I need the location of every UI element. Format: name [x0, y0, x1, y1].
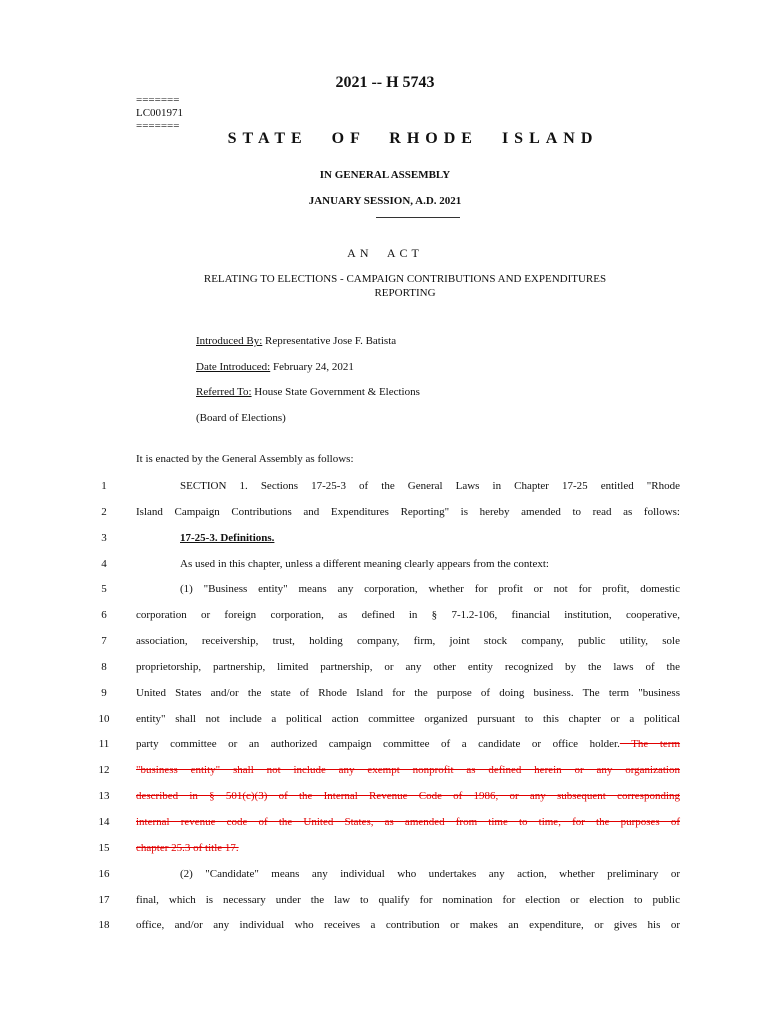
line-number: 12: [98, 764, 110, 777]
line-13: [0, 788, 770, 814]
board-of-elections: (Board of Elections): [196, 412, 286, 424]
line-14: [0, 814, 770, 840]
line-text: party committee or an authorized campaign committee of a candidate or office holder.: [136, 738, 620, 751]
line-text: entity" shall not include a political action committee organized pursuant to this chapter or a political: [136, 712, 680, 725]
line-7: [0, 633, 770, 659]
line-number: 7: [101, 635, 107, 648]
line-16: [0, 866, 770, 892]
line-text: As used in this chapter, unless a different meaning clearly appears from the context:: [180, 557, 549, 570]
line-number: 15: [98, 841, 110, 854]
line-3: [0, 530, 770, 556]
referred-to: [196, 386, 420, 398]
line-text: SECTION 1. Sections 17-25-3 of the General Laws in Chapter 17-25 entitled "Rhode: [180, 480, 680, 492]
lc-code: LC001971: [136, 107, 184, 119]
line-number: 1: [101, 480, 107, 492]
line-number: 8: [101, 660, 107, 673]
line-8: [0, 659, 770, 685]
line-6: [0, 607, 770, 633]
session-rule: [376, 217, 460, 218]
line-1: [0, 478, 770, 504]
line-number: 6: [101, 609, 107, 622]
line-number: 3: [101, 531, 107, 544]
line-number: 11: [98, 738, 110, 751]
line-number: 9: [101, 686, 107, 699]
line-number: 17: [98, 893, 110, 906]
line-18: [0, 917, 770, 943]
bill-number: 2021 -- H 5743: [335, 74, 435, 91]
deleted-text: described in § 501(c)(3) of the Internal Revenue Code of 1986, or any subsequent corresponding: [136, 790, 680, 803]
line-5: [0, 581, 770, 607]
line-text: office, and/or any individual who receives a contribution or makes an expenditure, or gives his or: [136, 919, 680, 932]
line-17: [0, 892, 770, 918]
introduced-by-value: Representative Jose F. Batista: [262, 335, 397, 347]
line-number: 13: [98, 790, 110, 803]
section-heading: 17-25-3. Definitions.: [180, 531, 275, 544]
deleted-text: The term: [619, 738, 681, 751]
introduced-by: [196, 335, 396, 347]
line-4: [0, 556, 770, 582]
session-heading: JANUARY SESSION, A.D. 2021: [308, 195, 462, 207]
line-number: 4: [101, 557, 107, 570]
assembly-heading: IN GENERAL ASSEMBLY: [319, 169, 451, 181]
line-number: 16: [98, 867, 110, 880]
line-text: proprietorship, partnership, limited partnership, or any other entity recognized by the laws of the: [136, 660, 680, 673]
bill-body: [0, 478, 770, 943]
referred-to-label: Referred To:: [196, 386, 252, 398]
relating-title: [140, 272, 670, 300]
line-number: 10: [98, 712, 110, 725]
line-12: [0, 762, 770, 788]
deleted-text: "business entity" shall not include any exempt nonprofit as defined herein or any organization: [136, 764, 680, 777]
introduced-by-label: Introduced By:: [196, 335, 263, 347]
line-number: 2: [101, 505, 107, 518]
line-text: United States and/or the state of Rhode Island for the purpose of doing business. The term "business: [136, 686, 680, 699]
act-heading: AN ACT: [347, 246, 423, 260]
line-15: [0, 840, 770, 866]
date-introduced-value: February 24, 2021: [270, 361, 354, 373]
referred-to-value: House State Government & Elections: [251, 386, 420, 398]
line-number: 5: [101, 583, 107, 596]
relating-line-1: RELATING TO ELECTIONS - CAMPAIGN CONTRIBUTIONS AND EXPENDITURES: [203, 273, 607, 285]
line-number: 18: [98, 919, 110, 932]
separator-top: =======: [136, 94, 180, 106]
separator-bottom: =======: [136, 120, 180, 132]
date-introduced-label: Date Introduced:: [196, 361, 271, 373]
line-number: 14: [98, 815, 110, 828]
line-text: (2) "Candidate" means any individual who undertakes any action, whether preliminary or: [180, 867, 680, 880]
line-9: [0, 685, 770, 711]
relating-line-2: REPORTING: [374, 287, 436, 299]
date-introduced: [196, 361, 354, 373]
line-10: [0, 711, 770, 737]
state-title: STATE OF RHODE ISLAND: [227, 130, 599, 147]
deleted-text: chapter 25.3 of title 17.: [136, 841, 239, 854]
line-11: [0, 736, 770, 762]
line-text: final, which is necessary under the law to qualify for nomination for election or election to public: [136, 893, 680, 906]
enacting-clause: It is enacted by the General Assembly as follows:: [136, 453, 354, 465]
line-text: association, receivership, trust, holding company, firm, joint stock company, public utility, sole: [136, 635, 680, 648]
deleted-text: internal revenue code of the United States, as amended from time to time, for the purposes of: [136, 815, 680, 828]
line-text: Island Campaign Contributions and Expenditures Reporting" is hereby amended to read as follows:: [136, 505, 680, 518]
line-2: [0, 504, 770, 530]
line-text: corporation or foreign corporation, as defined in § 7-1.2-106, financial institution, cooperative,: [136, 609, 680, 622]
line-text: (1) "Business entity" means any corporation, whether for profit or not for profit, domestic: [180, 583, 680, 596]
